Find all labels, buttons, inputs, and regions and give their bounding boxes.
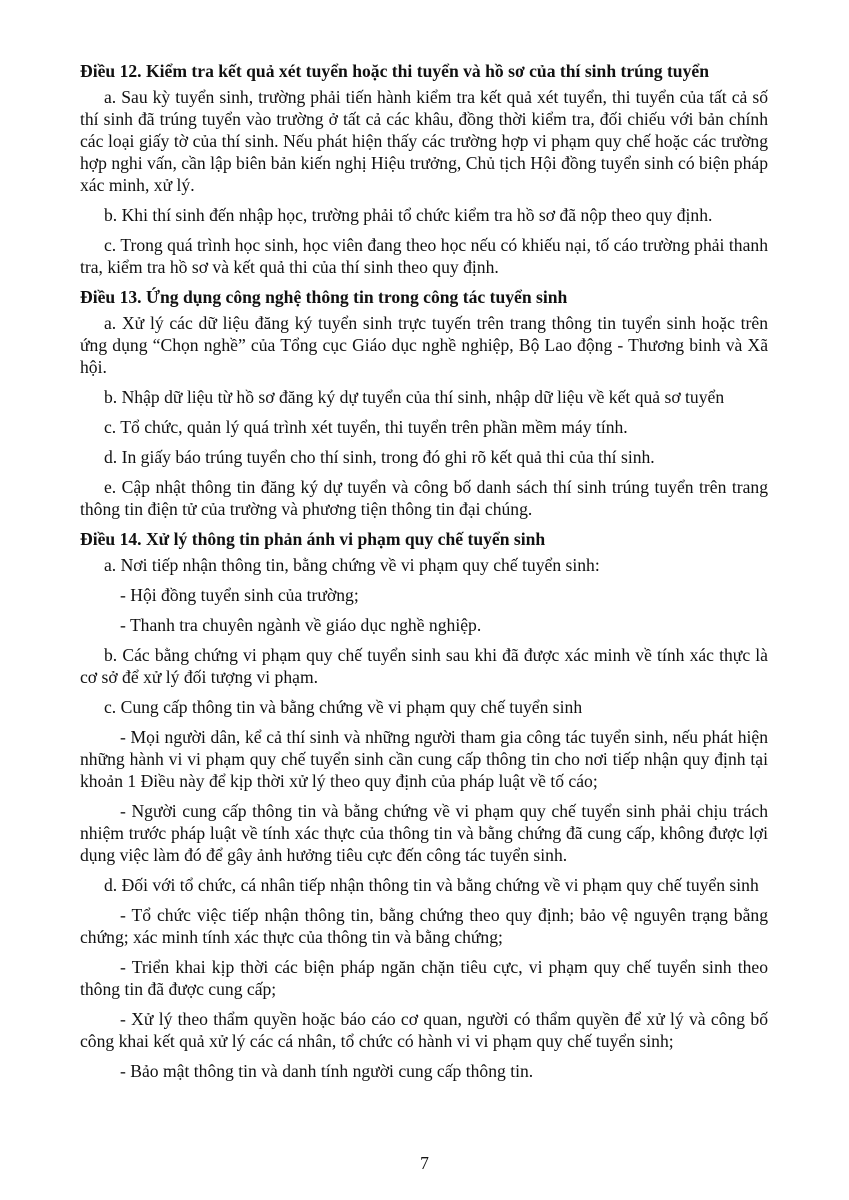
article-12-heading: Điều 12. Kiểm tra kết quả xét tuyển hoặc thi tuyển và hồ sơ của thí sinh trúng tuyển	[80, 61, 709, 81]
article-13-clause-e: e. Cập nhật thông tin đăng ký dự tuyển và công bố danh sách thí sinh trúng tuyển trên trang thông tin điện tử của trường và phương tiện thông tin đại chúng.	[80, 477, 768, 519]
article-14-a-item: - Thanh tra chuyên ngành về giáo dục nghề nghiệp.	[120, 615, 482, 635]
article-12-clause-b: b. Khi thí sinh đến nhập học, trường phải tổ chức kiểm tra hồ sơ đã nộp theo quy định.	[104, 205, 713, 225]
article-13-clause-d: d. In giấy báo trúng tuyển cho thí sinh, trong đó ghi rõ kết quả thi của thí sinh.	[104, 447, 655, 467]
article-14-d-item: - Xử lý theo thẩm quyền hoặc báo cáo cơ quan, người có thẩm quyền để xử lý và công bố công khai kết quả xử lý các cá nhân, tổ chức có hành vi vi phạm quy chế tuyển sinh;	[80, 1009, 768, 1051]
article-13-clause-b: b. Nhập dữ liệu từ hồ sơ đăng ký dự tuyển của thí sinh, nhập dữ liệu về kết quả sơ tuyển	[104, 387, 725, 407]
article-14-a-item: - Hội đồng tuyển sinh của trường;	[120, 585, 359, 605]
article-14-clause-c: c. Cung cấp thông tin và bằng chứng về vi phạm quy chế tuyển sinh	[104, 697, 583, 717]
article-14-c-item: - Người cung cấp thông tin và bằng chứng về vi phạm quy chế tuyển sinh phải chịu trách nhiệm trước pháp luật về tính xác thực của thông tin và bằng chứng đã cung cấp, không được lợi dụng việc làm đó để gây ảnh hưởng tiêu cực đến công tác tuyển sinh.	[80, 801, 768, 865]
article-14-d-item: - Triển khai kịp thời các biện pháp ngăn chặn tiêu cực, vi phạm quy chế tuyển sinh theo thông tin đã được cung cấp;	[80, 957, 768, 999]
article-14-d-item: - Bảo mật thông tin và danh tính người cung cấp thông tin.	[120, 1061, 534, 1081]
article-13-clause-a: a. Xử lý các dữ liệu đăng ký tuyển sinh trực tuyến trên trang thông tin tuyển sinh hoặc trên ứng dụng “Chọn nghề” của Tổng cục Giáo dục nghề nghiệp, Bộ Lao động - Thương binh và Xã hội.	[80, 313, 768, 377]
article-12-clause-c: c. Trong quá trình học sinh, học viên đang theo học nếu có khiếu nại, tố cáo trường phải thanh tra, kiểm tra hồ sơ và kết quả thi của thí sinh theo quy định.	[80, 235, 768, 277]
article-14-d-item: - Tổ chức việc tiếp nhận thông tin, bằng chứng theo quy định; bảo vệ nguyên trạng bằng chứng; xác minh tính xác thực của thông tin và bằng chứng;	[80, 905, 768, 947]
article-12-clause-a: a. Sau kỳ tuyển sinh, trường phải tiến hành kiểm tra kết quả xét tuyển, thi tuyển của tất cả số thí sinh đã trúng tuyển vào trường ở tất cả các khâu, đồng thời kiểm tra, đối chiếu với bản chính các loại giấy tờ của thí sinh. Nếu phát hiện thấy các trường hợp vi phạm quy chế hoặc các trường hợp nghi vấn, cần lập biên bản kiến nghị Hiệu trưởng, Chủ tịch Hội đồng tuyển sinh có biện pháp xác minh, xử lý.	[80, 87, 768, 195]
article-14-clause-a: a. Nơi tiếp nhận thông tin, bằng chứng về vi phạm quy chế tuyển sinh:	[104, 555, 600, 575]
page-number: 7	[420, 1153, 429, 1173]
article-14-heading: Điều 14. Xử lý thông tin phản ánh vi phạm quy chế tuyển sinh	[80, 529, 546, 549]
article-14-c-item: - Mọi người dân, kể cả thí sinh và những người tham gia công tác tuyển sinh, nếu phát hiện những hành vi vi phạm quy chế tuyển sinh cần cung cấp thông tin cho nơi tiếp nhận quy định tại khoản 1 Điều này để kịp thời xử lý theo quy định của pháp luật về tố cáo;	[80, 727, 768, 791]
article-13-clause-c: c. Tổ chức, quản lý quá trình xét tuyển, thi tuyển trên phần mềm máy tính.	[104, 417, 628, 437]
article-13-heading: Điều 13. Ứng dụng công nghệ thông tin trong công tác tuyển sinh	[80, 287, 568, 307]
article-14-clause-b: b. Các bằng chứng vi phạm quy chế tuyển sinh sau khi đã được xác minh về tính xác thực là cơ sở để xử lý đối tượng vi phạm.	[80, 645, 768, 687]
document-page	[80, 60, 768, 1090]
article-14-clause-d: d. Đối với tổ chức, cá nhân tiếp nhận thông tin và bằng chứng về vi phạm quy chế tuyển sinh	[104, 875, 759, 895]
